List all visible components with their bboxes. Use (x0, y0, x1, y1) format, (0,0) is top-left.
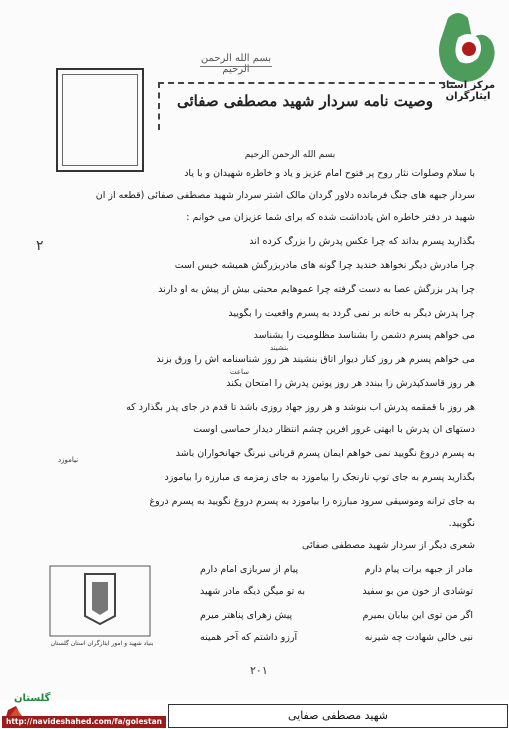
poem-hemistich-right: اگر من توی این بیابان بمیرم (362, 610, 473, 621)
poem-hemistich-right: مادر از جبهه برات پیام دارم (364, 564, 473, 575)
logo-caption: مرکز اسناد ایثارگران (440, 80, 496, 102)
stamp-caption: بنیاد شهید و امور ایثارگران استان گلستان (50, 640, 154, 647)
body-line: نگویید. (448, 518, 475, 529)
body-line: به پسرم دروغ نگویید نمی خواهم ایمان پسرم قربانی نیرنگ جهانخواران باشد (175, 448, 475, 459)
body-line: شعری دیگر از سردار شهید مصطفی صفائی (302, 540, 475, 551)
poem-couplet (200, 564, 473, 575)
body-line: چرا مادرش دیگر نخواهد خندید چرا گونه های مادربزرگش همیشه خیس است (174, 260, 475, 271)
header-divider (200, 66, 272, 67)
poem-hemistich-left: آرزو داشتم که آخر همینه (200, 632, 298, 643)
superscript-note: نیاموزد (58, 456, 79, 464)
superscript-note: بنشیند (270, 344, 289, 352)
poem-couplet (200, 586, 473, 597)
poem-hemistich-right: نبی خالی شهادت چه شیرنه (364, 632, 473, 643)
body-line: سردار جبهه های جنگ فرمانده دلاور گردان مالک اشتر سردار شهید مصطفی صفائی (قطعه از آن (95, 190, 475, 201)
footer-url-link[interactable]: http://navideshahed.com/fa/golestan (2, 716, 166, 728)
basmala: بسم الله الرحمن الرحیم (244, 150, 336, 160)
body-line: دستهای آن پدرش با ابهتی غرور آفرین چشم انتظار دیدار حماسی اوست (193, 424, 475, 435)
body-line: چرا پدرش دیگر به خانه بر نمی گردد به پسرم واقعیت را بگویید (228, 308, 475, 319)
poem-hemistich-left: پیش زهرای پناهتر میرم (200, 610, 293, 621)
poem-couplet (200, 632, 473, 643)
body-line: چرا پدر بزرگش عصا به دست گرفته چرا عموهایم محبتی بیش از پیش به او دارند (158, 284, 475, 295)
decorative-frame (56, 68, 144, 172)
poem-couplet (200, 610, 473, 621)
document-title: وصیت نامه سردار شهید مصطفی صفائی (177, 92, 433, 110)
poem-hemistich-left: پیام از سربازی امام دارم (200, 564, 299, 575)
poem-hemistich-right: توشادی از خون من بو سفید (362, 586, 473, 597)
image-caption: شهید مصطفی صفایی (168, 704, 508, 728)
body-line: بگذارید پسرم به جای توپ نارنجک را بیاموزد به جای زمزمه ی مبارزه را بیاموزد (164, 472, 475, 483)
body-line: هر روز قاسدکپدرش را ببندد هر روز پوتین پدرش را امتحان بکند (226, 378, 475, 389)
body-line: با سلام وصلوات نثار روح پر فتوح امام عزیز و یاد و خاطره شهیدان و با یاد (184, 168, 475, 179)
body-line: می خواهم پسرم دشمن را بشناسد مظلومیت را بشناسد (253, 330, 475, 341)
body-line: می خواهم پسرم هر روز کنار دیوار اتاق بنشیند هر روز شناسنامه اش را ورق بزند (156, 354, 475, 365)
header-bismillah: بسم الله الرحمن الرحیم (200, 53, 272, 75)
superscript-note: ساعت (230, 368, 250, 376)
body-line: شهید در دفتر خاطره اش یادداشت شده که برای شما عزیزان می خوانم : (186, 212, 475, 223)
footer-site-name: گلستان (14, 693, 51, 704)
body-line: به جای ترانه وموسیقی سرود مبارزه را بیاموزد به پسرم دروغ نگویید به پسرم دروغ (149, 496, 475, 507)
poem-hemistich-left: به تو میگن دیگه مادر شهید (200, 586, 306, 597)
page-number: ۲۰۱ (250, 664, 268, 677)
body-line: بگذارید پسرم بداند که چرا عکس پدرش را بزرگ کرده اند (249, 236, 475, 247)
margin-note: ۲ (36, 238, 44, 254)
body-line: هر روز با قمقمه پدرش آب بنوشد و هر روز جهاد روزی باشد تا قدم در جای پدر بگذارد که (126, 402, 475, 413)
